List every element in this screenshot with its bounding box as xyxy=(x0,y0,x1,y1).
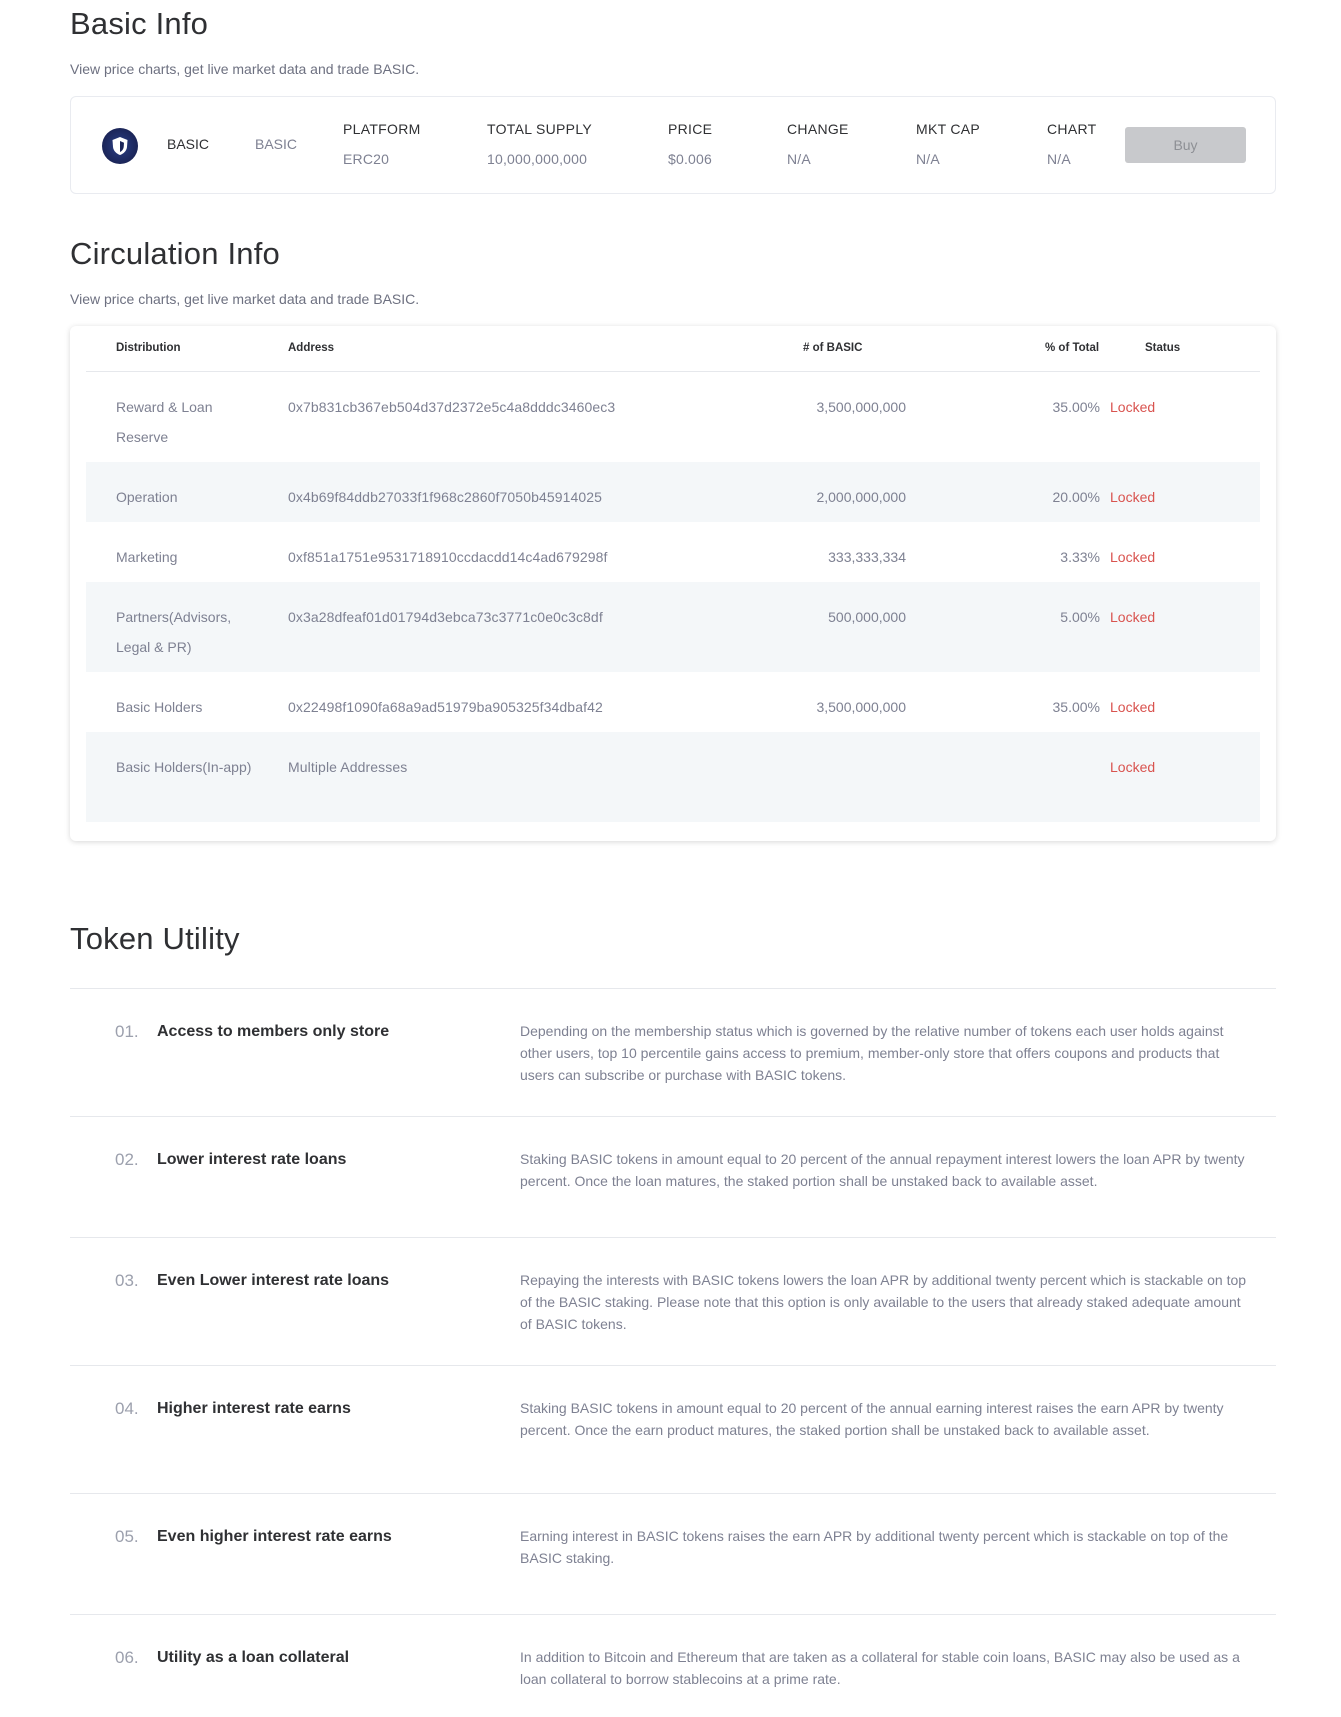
utility-divider xyxy=(70,1237,1276,1238)
platform-value: ERC20 xyxy=(343,151,390,167)
status-badge: Locked xyxy=(1110,489,1156,505)
header-amount: # of BASIC xyxy=(803,342,863,354)
coin-name: BASIC xyxy=(167,136,210,152)
circulation-info-title: Circulation Info xyxy=(70,236,280,271)
price-value: $0.006 xyxy=(668,151,713,167)
status-badge: Locked xyxy=(1110,549,1156,565)
utility-divider xyxy=(70,988,1276,989)
row-address: 0x4b69f84ddb27033f1f968c2860f7050b45914025 xyxy=(288,489,603,505)
row-amount: 3,500,000,000 xyxy=(816,699,906,715)
header-address: Address xyxy=(288,342,335,354)
utility-title: Higher interest rate earns xyxy=(157,1400,351,1417)
table-row xyxy=(86,372,1260,462)
table-row xyxy=(86,462,1260,522)
utility-title: Even Lower interest rate loans xyxy=(157,1272,390,1289)
status-badge: Locked xyxy=(1110,399,1156,415)
row-percent: 3.33% xyxy=(1060,549,1100,565)
status-badge: Locked xyxy=(1110,759,1156,775)
row-amount: 333,333,334 xyxy=(828,549,906,565)
row-amount: 3,500,000,000 xyxy=(816,399,906,415)
row-distribution: Marketing xyxy=(116,549,178,565)
shield-icon xyxy=(102,128,138,164)
utility-title: Lower interest rate loans xyxy=(157,1151,347,1168)
row-distribution: Reward & Loan Reserve xyxy=(116,399,213,445)
row-distribution: Basic Holders(In-app) xyxy=(116,759,252,775)
row-distribution: Basic Holders xyxy=(116,699,203,715)
row-percent: 5.00% xyxy=(1060,609,1100,625)
utility-title: Even higher interest rate earns xyxy=(157,1528,392,1545)
utility-description: Depending on the membership status which is governed by the relative number of tokens each user holds against other users, top 10 percentile gains access to premium, member-only store that offers coupons and products that users can subscribe or purchase with BASIC tokens. xyxy=(520,1023,1224,1083)
utility-divider xyxy=(70,1614,1276,1615)
row-address: Multiple Addresses xyxy=(288,759,408,775)
header-status: Status xyxy=(1145,342,1181,354)
token-utility-title: Token Utility xyxy=(70,921,240,956)
total-supply-label: TOTAL SUPPLY xyxy=(487,121,593,137)
buy-button[interactable]: Buy xyxy=(1125,127,1246,163)
utility-divider xyxy=(70,1116,1276,1117)
header-distribution: Distribution xyxy=(116,342,181,354)
row-address: 0x7b831cb367eb504d37d2372e5c4a8dddc3460ec3 xyxy=(288,399,616,415)
mkt-cap-label: MKT CAP xyxy=(916,121,981,137)
row-percent: 35.00% xyxy=(1052,699,1100,715)
utility-title: Access to members only store xyxy=(157,1023,390,1040)
utility-title: Utility as a loan collateral xyxy=(157,1649,350,1666)
utility-description: In addition to Bitcoin and Ethereum that are taken as a collateral for stable coin loans, BASIC may also be used as a loan collateral to borrow stablecoins at a prime rate. xyxy=(520,1649,1240,1687)
utility-description: Staking BASIC tokens in amount equal to 20 percent of the annual repayment interest lowers the loan APR by twenty percent. Once the loan matures, the staked portion shall be unstaked back to available asset. xyxy=(520,1151,1245,1189)
header-percent: % of Total xyxy=(1045,342,1100,354)
basic-info-subtitle: View price charts, get live market data and trade BASIC. xyxy=(70,61,420,77)
table-row xyxy=(86,522,1260,582)
platform-label: PLATFORM xyxy=(343,121,421,137)
coin-symbol: BASIC xyxy=(255,136,298,152)
table-row xyxy=(86,582,1260,672)
chart-value: N/A xyxy=(1047,151,1071,167)
chart-label: CHART xyxy=(1047,121,1097,137)
price-label: PRICE xyxy=(668,121,713,137)
utility-number: 04. xyxy=(115,1399,139,1418)
utility-description: Staking BASIC tokens in amount equal to 20 percent of the annual earning interest raises the earn APR by twenty percent. Once the earn product matures, the staked portion shall be unstaked back to available asset. xyxy=(520,1400,1224,1438)
row-percent: 20.00% xyxy=(1052,489,1100,505)
row-amount: 500,000,000 xyxy=(828,609,906,625)
row-address: 0x22498f1090fa68a9ad51979ba905325f34dbaf42 xyxy=(288,699,603,715)
utility-number: 03. xyxy=(115,1271,139,1290)
status-badge: Locked xyxy=(1110,609,1156,625)
circulation-table xyxy=(70,326,1276,841)
table-row xyxy=(86,732,1260,822)
utility-number: 05. xyxy=(115,1527,139,1546)
mkt-cap-value: N/A xyxy=(916,151,940,167)
row-address: 0x3a28dfeaf01d01794d3ebca73c3771c0e0c3c8df xyxy=(288,609,603,625)
circulation-info-subtitle: View price charts, get live market data and trade BASIC. xyxy=(70,291,420,307)
row-distribution: Partners(Advisors, Legal & PR) xyxy=(116,609,232,655)
utility-description: Repaying the interests with BASIC tokens lowers the loan APR by additional twenty percent which is stackable on top of the BASIC staking. Please note that this option is only available to the users that already staked adequate amount of BASIC tokens. xyxy=(520,1272,1247,1332)
utility-divider xyxy=(70,1365,1276,1366)
utility-number: 01. xyxy=(115,1022,139,1041)
utility-number: 06. xyxy=(115,1648,139,1667)
status-badge: Locked xyxy=(1110,699,1156,715)
utility-description: Earning interest in BASIC tokens raises the earn APR by additional twenty percent which is stackable on top of the BASIC staking. xyxy=(520,1528,1229,1566)
basic-info-title: Basic Info xyxy=(70,6,209,41)
row-amount: 2,000,000,000 xyxy=(816,489,906,505)
change-label: CHANGE xyxy=(787,121,849,137)
utility-number: 02. xyxy=(115,1150,139,1169)
row-address: 0xf851a1751e9531718910ccdacdd14c4ad679298f xyxy=(288,549,608,565)
change-value: N/A xyxy=(787,151,811,167)
coin-info-card xyxy=(70,96,1276,194)
utility-divider xyxy=(70,1493,1276,1494)
row-distribution: Operation xyxy=(116,489,178,505)
table-row xyxy=(86,672,1260,732)
total-supply-value: 10,000,000,000 xyxy=(487,151,588,167)
row-percent: 35.00% xyxy=(1052,399,1100,415)
